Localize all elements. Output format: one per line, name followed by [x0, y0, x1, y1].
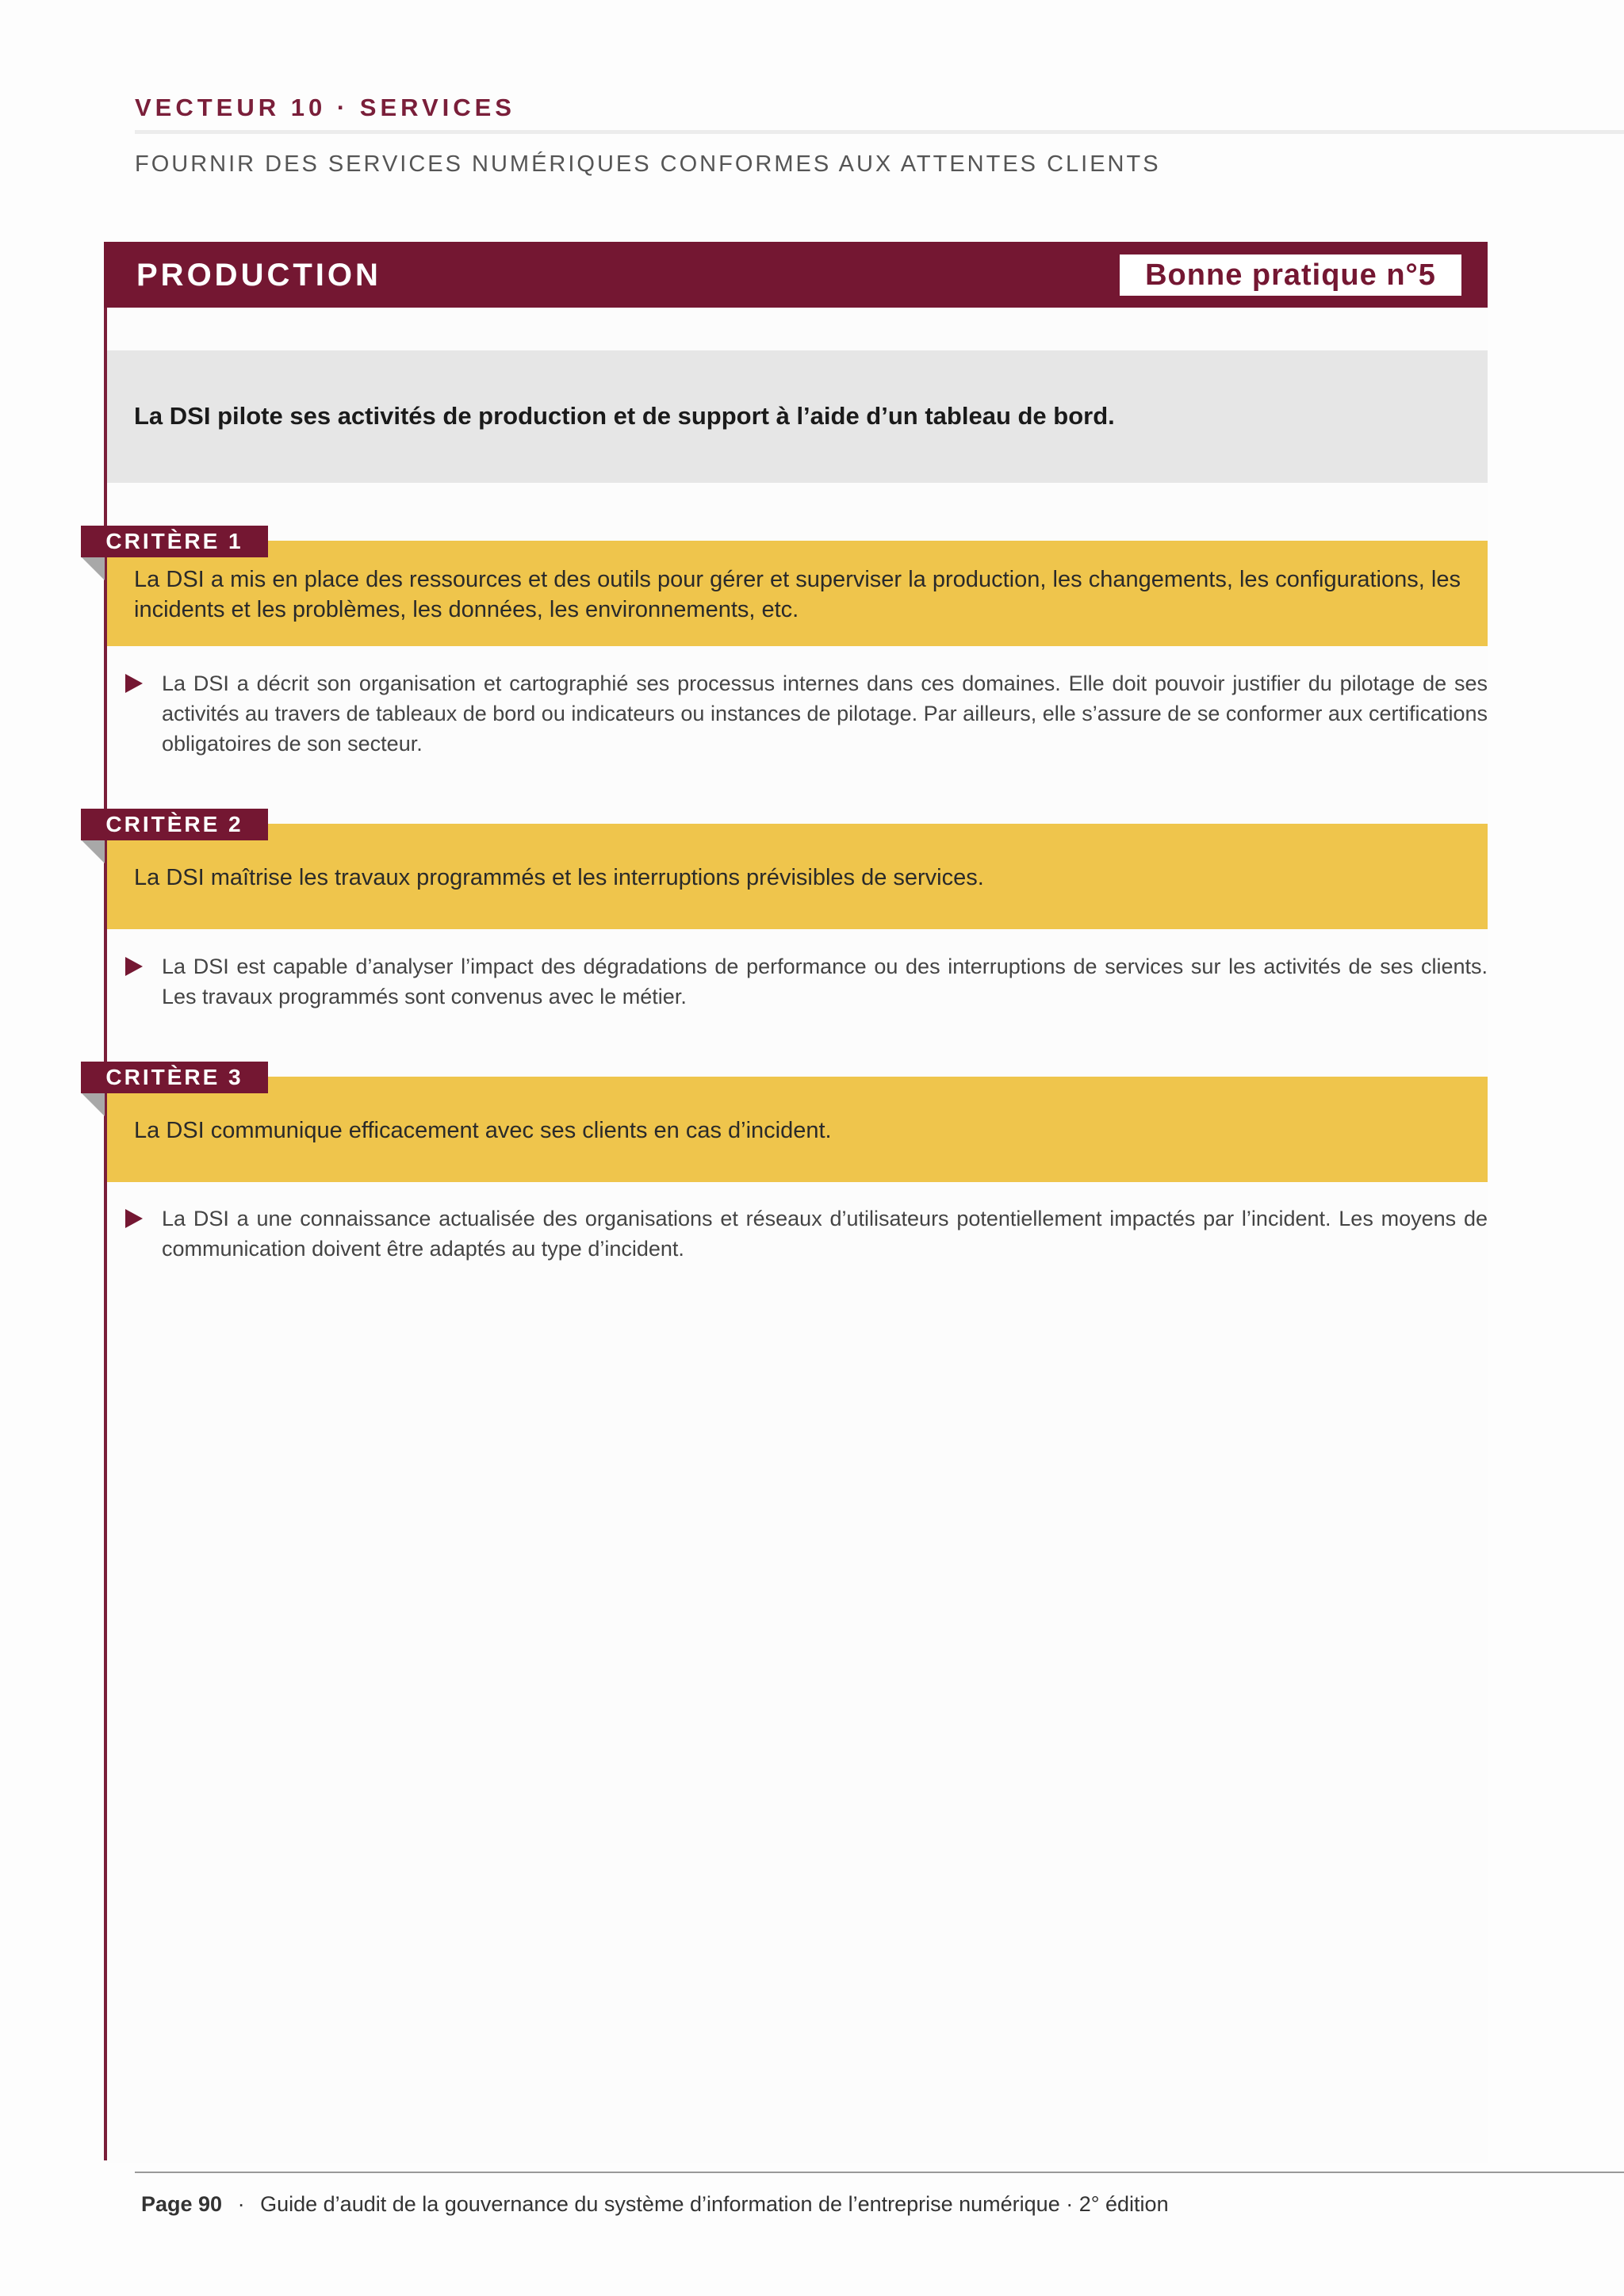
criterion-detail	[125, 951, 1488, 1012]
vector-title: VECTEUR 10 · SERVICES	[135, 94, 515, 121]
best-practice-badge: Bonne pratique n°5	[1120, 254, 1461, 296]
header-divider	[135, 130, 1624, 134]
footer-divider	[135, 2172, 1624, 2173]
criterion-box	[107, 1077, 1488, 1182]
criterion-label: CRITÈRE 1	[81, 526, 268, 557]
bullet-triangle-icon	[125, 1209, 143, 1228]
section-banner	[104, 242, 1488, 308]
vector-subtitle: FOURNIR DES SERVICES NUMÉRIQUES CONFORMES AUX ATTENTES CLIENTS	[135, 151, 1161, 177]
document-title: Guide d’audit de la gouvernance du système d’information de l’entreprise numérique · 2° édition	[260, 2192, 1169, 2216]
criterion-label-fold	[81, 840, 105, 863]
bullet-triangle-icon	[125, 957, 143, 976]
practice-statement-box	[107, 350, 1488, 483]
criterion-text: La DSI maîtrise les travaux programmés et les interruptions prévisibles de services.	[134, 865, 984, 890]
criterion-detail	[125, 1203, 1488, 1264]
bullet-triangle-icon	[125, 674, 143, 693]
criterion-label-fold	[81, 1093, 105, 1116]
criterion-detail-text: La DSI est capable d’analyser l’impact des dégradations de performance ou des interruptions de services sur les activités de ses clients. Les travaux programmés sont convenus avec le métier.	[162, 955, 1488, 1008]
footer-separator: ·	[237, 2192, 245, 2216]
page-number: Page 90	[141, 2192, 223, 2216]
criterion-text: La DSI communique efficacement avec ses clients en cas d’incident.	[134, 1118, 832, 1143]
criterion-label: CRITÈRE 3	[81, 1062, 268, 1093]
criterion-label: CRITÈRE 2	[81, 809, 268, 840]
criterion-label-fold	[81, 557, 105, 580]
criterion-detail-text: La DSI a décrit son organisation et cartographié ses processus internes dans ces domaines. Elle doit pouvoir justifier du pilotage de ses activités au travers de tableaux de bord ou indicateurs ou instances de pilotage. Par ailleurs, elle s’assure de se conformer aux certifications obligatoires de son secteur.	[162, 672, 1488, 756]
criterion-box	[107, 541, 1488, 646]
practice-statement: La DSI pilote ses activités de production et de support à l’aide d’un tableau de bord.	[134, 402, 1115, 430]
criterion-box	[107, 824, 1488, 929]
section-title: PRODUCTION	[136, 258, 381, 293]
criterion-text: La DSI a mis en place des ressources et des outils pour gérer et superviser la production, les changements, les configurations, les incidents et les problèmes, les données, les environnements, etc.	[134, 567, 1461, 622]
page-footer	[141, 2192, 1169, 2217]
criterion-detail-text: La DSI a une connaissance actualisée des organisations et réseaux d’utilisateurs potentiellement impactés par l’incident. Les moyens de communication doivent être adaptés au type d’incident.	[162, 1207, 1488, 1261]
criterion-detail	[125, 668, 1488, 759]
